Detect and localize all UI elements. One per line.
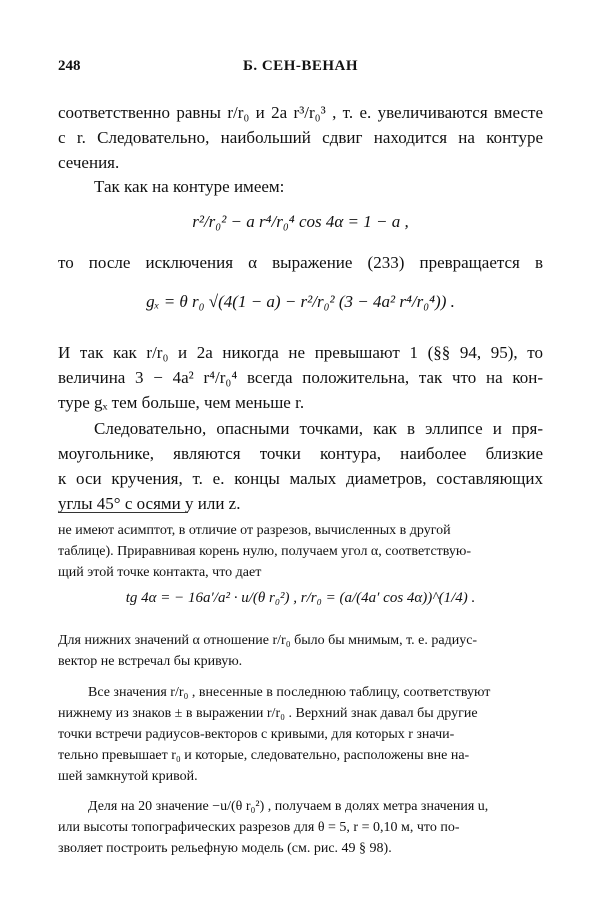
footnote-line: точки встречи радиусов-векторов с кривыми, для которых r значи- bbox=[58, 727, 455, 742]
footnote-line: щий этой точке контакта, что дает bbox=[58, 565, 262, 580]
paragraph-elimination bbox=[58, 250, 543, 275]
text-line: Следовательно, опасными точками, как в эллипсе и пря- bbox=[94, 419, 543, 438]
footnote-line: Для нижних значений α отношение r/r₀ было бы мнимым, т. е. радиус- bbox=[58, 633, 478, 648]
text-line: величина 3 − 4a² r⁴/r₀⁴ всегда положительна, так что на кон- bbox=[58, 368, 543, 387]
footnote-paragraph-1 bbox=[58, 520, 543, 583]
footnote-line: тельно превышает r₀ и которые, следовательно, расположены вне на- bbox=[58, 748, 470, 763]
text-line: И так как r/r₀ и 2a никогда не превышают 1 (§§ 94, 95), то bbox=[58, 343, 543, 362]
text-line: соответственно равны r/r₀ и 2a r³/r₀³ , т. е. увеличиваются вместе bbox=[58, 103, 543, 122]
footnote-line: не имеют асимптот, в отличие от разрезов, вычисленных в другой bbox=[58, 523, 451, 538]
text-line: к оси кручения, т. е. концы малых диаметров, составляющих bbox=[58, 469, 543, 488]
text-line: то после исключения α выражение (233) превращается в bbox=[58, 253, 543, 272]
text-line: моугольнике, являются точки контура, наиболее близкие bbox=[58, 444, 543, 463]
footnote-line: таблице). Приравнивая корень нулю, получаем угол α, соответствую- bbox=[58, 544, 472, 559]
footnote-line: Деля на 20 значение −u/(θ r₀²) , получаем в долях метра значения u, bbox=[88, 799, 489, 814]
equation-gx: gₓ = θ r₀ √(4(1 − a) − r²/r₀² (3 − 4a² r⁴/r₀⁴)) . bbox=[146, 292, 455, 311]
footnote-line: шей замкнутой кривой. bbox=[58, 769, 198, 784]
footnote-paragraph-2 bbox=[58, 630, 543, 672]
text-line: Так как на контуре имеем: bbox=[94, 177, 285, 196]
footnote-line: нижнему из знаков ± в выражении r/r₀ . Верхний знак давал бы другие bbox=[58, 706, 478, 721]
paragraph-intro bbox=[58, 174, 543, 199]
footnote-line: вектор не встречал бы кривую. bbox=[58, 654, 243, 669]
footnote-paragraph-4 bbox=[58, 796, 543, 859]
running-title: Б. СЕН-ВЕНАН bbox=[242, 58, 359, 74]
text-line: углы 45° с осями y или z. bbox=[58, 494, 241, 513]
paragraph-continuation bbox=[58, 100, 543, 175]
paragraph-positive bbox=[58, 340, 543, 415]
footnote-divider bbox=[58, 512, 188, 513]
page-number: 248 bbox=[58, 58, 81, 74]
footnote-line: Все значения r/r₀ , внесенные в последнюю таблицу, соответствуют bbox=[88, 685, 491, 700]
equation-contour: r²/r₀² − a r⁴/r₀⁴ cos 4α = 1 − a , bbox=[192, 212, 409, 231]
footnote-line: зволяет построить рельефную модель (см. рис. 49 § 98). bbox=[58, 841, 392, 856]
text-line: туре gₓ тем больше, чем меньше r. bbox=[58, 393, 305, 412]
text-line: с r. Следовательно, наибольший сдвиг находится на контуре bbox=[58, 128, 543, 147]
equation-tg: tg 4α = − 16a′/a² · u/(θ r₀²) , r/r₀ = (a/(4a′ cos 4α))^(1/4) . bbox=[125, 590, 476, 606]
footnote-line: или высоты топографических разрезов для θ = 5, r = 0,10 м, что по- bbox=[58, 820, 460, 835]
text-line: сечения. bbox=[58, 153, 120, 172]
page-header bbox=[58, 58, 543, 78]
footnote-paragraph-3 bbox=[58, 682, 543, 787]
paragraph-dangerous-points bbox=[58, 416, 543, 516]
